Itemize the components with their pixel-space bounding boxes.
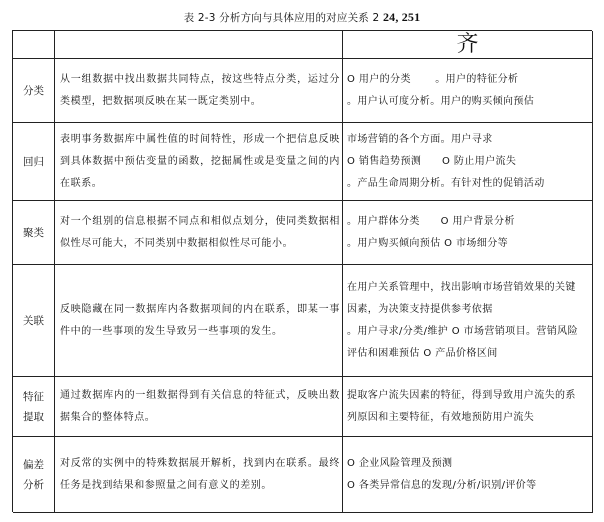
caption-title: 表 2-3 分析方向与具体应用的对应关系 2 bbox=[183, 12, 380, 24]
row-applications bbox=[343, 59, 593, 123]
row-definition: 反映隐藏在同一数据库内各数据项间的内在联系，即某一事件中的一些事项的发生导致另一些事项的发生。 bbox=[55, 265, 343, 377]
row-category: 关联 bbox=[13, 265, 55, 377]
table-row bbox=[13, 201, 592, 265]
header-cell-3: 齐 bbox=[343, 31, 593, 59]
header-cell-2 bbox=[55, 31, 343, 59]
row-applications bbox=[343, 201, 593, 265]
row-definition: 对反常的实例中的特殊数据展开解析，找到内在联系。最终任务是找到结果和参照量之间有意义的差别。 bbox=[55, 437, 343, 513]
row-definition: 表明事务数据库中属性值的时间特性，形成一个把信息反映到具体数据中预估变量的函数，挖掘属性或是变量之间的内在联系。 bbox=[55, 123, 343, 201]
application-line: 因素，为决策支持提供参考依据 bbox=[347, 303, 493, 315]
application-line: 。用户购买倾向预估 O 市场细分等 bbox=[347, 237, 509, 249]
application-line: O 用户的分类 。用户的特征分析 bbox=[347, 73, 519, 85]
application-line: 提取客户流失因素的特征，得到导致用户流失的系 bbox=[347, 389, 576, 401]
table-row bbox=[13, 265, 592, 377]
application-line: 评估和困难预估 O 产品价格区间 bbox=[347, 347, 498, 359]
table-caption bbox=[0, 10, 604, 25]
application-line: 在用户关系管理中，找出影响市场营销效果的关键 bbox=[347, 281, 576, 293]
row-definition: 对一个组别的信息根据不同点和相似点划分，使同类数据相似性尽可能大，不同类别中数据相似性尽可能小。 bbox=[55, 201, 343, 265]
header-cell-1 bbox=[13, 31, 55, 59]
application-line: 。用户寻求/分类/维护 O 市场营销项目。营销风险 bbox=[347, 325, 578, 337]
application-line: 。用户群体分类 O 用户背景分析 bbox=[347, 215, 515, 227]
row-definition: 从一组数据中找出数据共同特点，按这些特点分类，运过分类模型，把数据项反映在某一既定类别中。 bbox=[55, 59, 343, 123]
row-applications bbox=[343, 265, 593, 377]
application-line: 市场营销的各个方面。用户寻求 bbox=[347, 133, 493, 145]
row-definition: 通过数据库内的一组数据得到有关信息的特征式，反映出数据集合的整体特点。 bbox=[55, 377, 343, 437]
application-line: O 企业风险管理及预测 bbox=[347, 457, 453, 469]
row-category: 偏差 分析 bbox=[13, 437, 55, 513]
application-line: O 各类异常信息的发现/分析/识别/评价等 bbox=[347, 479, 537, 491]
application-line: 列原因和主要特征，有效地预防用户流失 bbox=[347, 411, 535, 423]
table-row bbox=[13, 59, 592, 123]
row-category: 分类 bbox=[13, 59, 55, 123]
table-row bbox=[13, 437, 592, 513]
row-applications bbox=[343, 123, 593, 201]
application-line: 。产品生命周期分析。有针对性的促销活动 bbox=[347, 177, 545, 189]
caption-refs: 24, 251 bbox=[382, 10, 421, 24]
row-applications bbox=[343, 377, 593, 437]
row-category: 聚类 bbox=[13, 201, 55, 265]
row-category: 特征 提取 bbox=[13, 377, 55, 437]
row-category: 回归 bbox=[13, 123, 55, 201]
analysis-table bbox=[12, 30, 592, 512]
application-line: 。用户认可度分析。用户的购买倾向预估 bbox=[347, 95, 535, 107]
table-row bbox=[13, 123, 592, 201]
table-header-row bbox=[13, 31, 592, 59]
table-row bbox=[13, 377, 592, 437]
application-line: O 销售趋势预测 O 防止用户流失 bbox=[347, 155, 517, 167]
row-applications bbox=[343, 437, 593, 513]
